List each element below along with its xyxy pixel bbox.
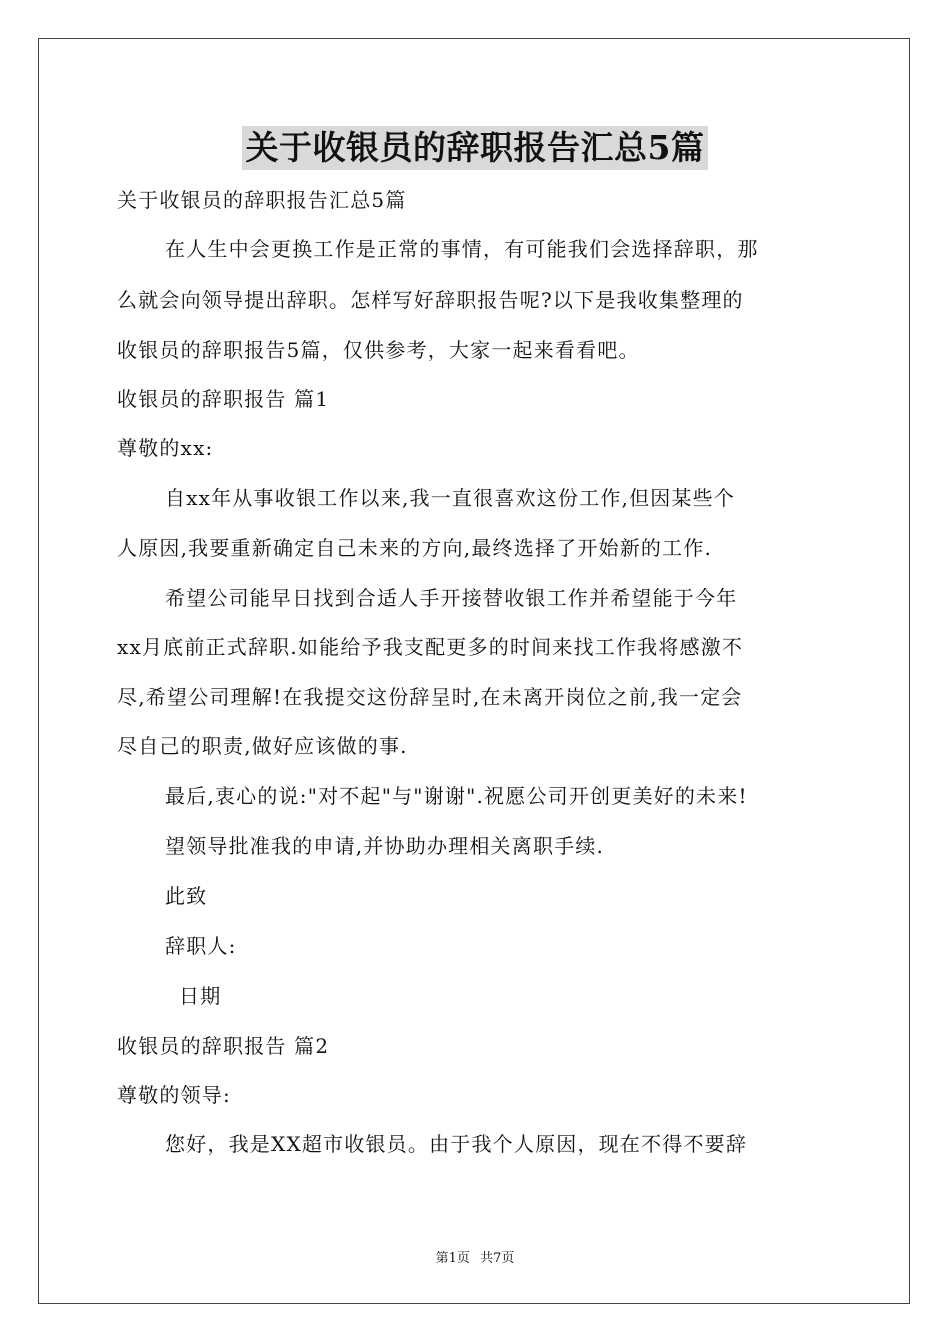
section-1-p4: 望领导批准我的申请,并协助办理相关离职手续. (165, 834, 605, 858)
section-1-p2-line-3: 尽,希望公司理解!在我提交这份辞呈时,在未离开岗位之前,我一定会 (117, 685, 743, 709)
section-1-p1-line-2: 人原因,我要重新确定自己未来的方向,最终选择了开始新的工作. (117, 536, 713, 560)
document-title: 关于收银员的辞职报告汇总5篇 (242, 126, 709, 170)
section-1-p2-line-4: 尽自己的职责,做好应该做的事. (117, 734, 408, 758)
section-1-p2-line-1: 希望公司能早日找到合适人手开接替收银工作并希望能于今年 (165, 586, 738, 610)
section-1-signer: 辞职人: (165, 934, 237, 958)
section-1-salutation: 尊敬的xx: (117, 436, 214, 460)
section-1-p1-line-1: 自xx年从事收银工作以来,我一直很喜欢这份工作,但因某些个 (165, 486, 736, 510)
section-1-p3: 最后,衷心的说:"对不起"与"谢谢".祝愿公司开创更美好的未来! (165, 784, 748, 808)
section-2-heading: 收银员的辞职报告 篇2 (117, 1034, 330, 1058)
document-subtitle: 关于收银员的辞职报告汇总5篇 (117, 188, 407, 212)
page-number: 第1页 (435, 1251, 470, 1266)
intro-line-3: 收银员的辞职报告5篇，仅供参考，大家一起来看看吧。 (117, 338, 640, 362)
page-footer (0, 1247, 950, 1266)
section-1-date: 日期 (179, 984, 222, 1008)
section-1-heading: 收银员的辞职报告 篇1 (117, 387, 330, 411)
section-1-closing: 此致 (165, 884, 208, 908)
section-2-salutation: 尊敬的领导: (117, 1083, 231, 1107)
page-total: 共7页 (480, 1251, 515, 1266)
section-1-p2-line-2: xx月底前正式辞职.如能给予我支配更多的时间来找工作我将感激不 (117, 635, 744, 659)
intro-line-2: 么就会向领导提出辞职。怎样写好辞职报告呢?以下是我收集整理的 (117, 288, 744, 312)
intro-line-1: 在人生中会更换工作是正常的事情，有可能我们会选择辞职，那 (165, 237, 759, 261)
title-container (0, 126, 950, 170)
section-2-p1-line-1: 您好，我是XX超市收银员。由于我个人原因，现在不得不要辞 (165, 1132, 748, 1156)
